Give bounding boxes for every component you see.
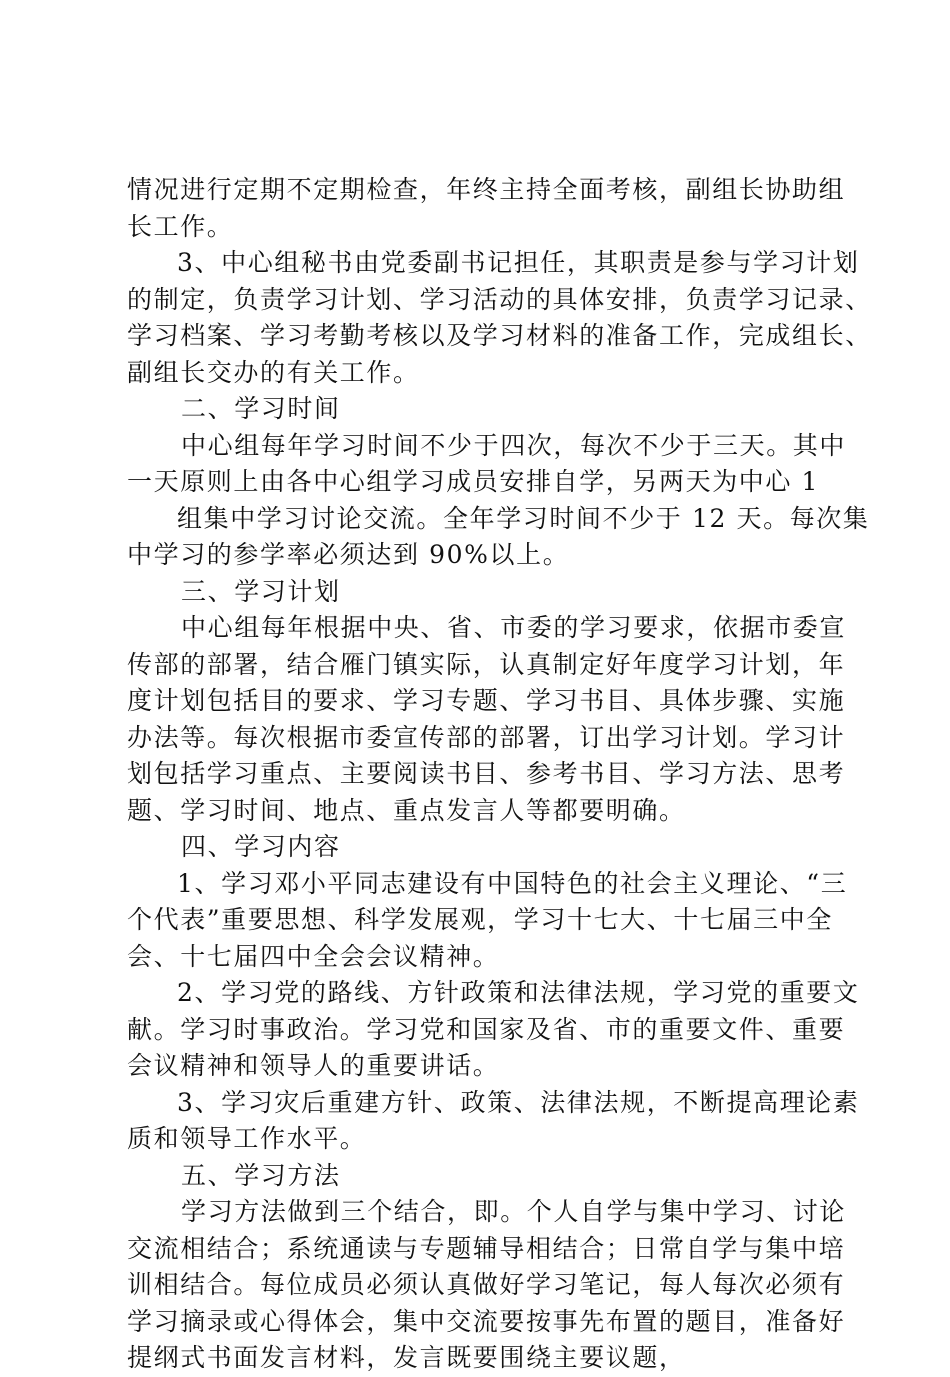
text-line: 学习档案、学习考勤考核以及学习材料的准备工作，完成组长、 — [127, 321, 872, 350]
text-line: 组集中学习讨论交流。全年学习时间不少于 12 天。每次集 — [177, 503, 870, 533]
text-line: 个代表”重要思想、科学发展观，学习十七大、十七届三中全 — [127, 905, 833, 934]
text-line: 3、中心组秘书由党委副书记担任，其职责是参与学习计划 — [177, 248, 860, 277]
text-line: 划包括学习重点、主要阅读书目、参考书目、学习方法、思考 — [127, 759, 846, 788]
text-line: 学习摘录或心得体会，集中交流要按事先布置的题目，准备好 — [127, 1306, 846, 1336]
text-line: 中心组每年学习时间不少于四次，每次不少于三天。其中 — [181, 430, 847, 460]
text-line: 交流相结合；系统通读与专题辅导相结合；日常自学与集中培 — [127, 1233, 846, 1263]
text-line: 一天原则上由各中心组学习成员安排自学，另两天为中心 1 — [127, 467, 820, 496]
text-line: 长工作。 — [127, 211, 234, 241]
text-line: 训相结合。每位成员必须认真做好学习笔记，每人每次必须有 — [127, 1270, 846, 1299]
text-line: 3、学习灾后重建方针、政策、法律法规，不断提高理论素 — [177, 1087, 860, 1117]
text-line: 献。学习时事政治。学习党和国家及省、市的重要文件、重要 — [127, 1014, 846, 1044]
text-line: 传部的部署，结合雁门镇实际，认真制定好年度学习计划，年 — [127, 649, 846, 679]
text-line: 学习方法做到三个结合，即。个人自学与集中学习、讨论 — [181, 1197, 847, 1226]
text-line: 2、学习党的路线、方针政策和法律法规，学习党的重要文 — [177, 978, 860, 1007]
text-line: 质和领导工作水平。 — [127, 1124, 367, 1153]
text-line: 四、学习内容 — [181, 832, 341, 861]
text-line: 1、学习邓小平同志建设有中国特色的社会主义理论、“三 — [177, 868, 848, 898]
text-line: 会、十七届四中全会会议精神。 — [127, 941, 500, 971]
text-line: 题、学习时间、地点、重点发言人等都要明确。 — [127, 795, 686, 825]
document-body — [127, 172, 872, 1377]
text-line: 的制定，负责学习计划、学习活动的具体安排，负责学习记录、 — [127, 284, 872, 314]
text-line: 三、学习计划 — [181, 576, 341, 606]
text-line: 中心组每年根据中央、省、市委的学习要求，依据市委宣 — [181, 613, 847, 642]
text-line: 二、学习时间 — [181, 394, 341, 423]
text-line: 提纲式书面发言材料，发言既要围绕主要议题， — [127, 1343, 686, 1372]
text-line: 会议精神和领导人的重要讲话。 — [127, 1051, 500, 1080]
text-line: 情况进行定期不定期检查，年终主持全面考核，副组长协助组 — [127, 175, 846, 204]
text-line: 中学习的参学率必须达到 90%以上。 — [127, 540, 570, 569]
text-line: 办法等。每次根据市委宣传部的部署，订出学习计划。学习计 — [127, 722, 846, 752]
text-line: 度计划包括目的要求、学习专题、学习书目、具体步骤、实施 — [127, 686, 846, 715]
text-line: 五、学习方法 — [181, 1160, 341, 1190]
text-line: 副组长交办的有关工作。 — [127, 357, 420, 387]
